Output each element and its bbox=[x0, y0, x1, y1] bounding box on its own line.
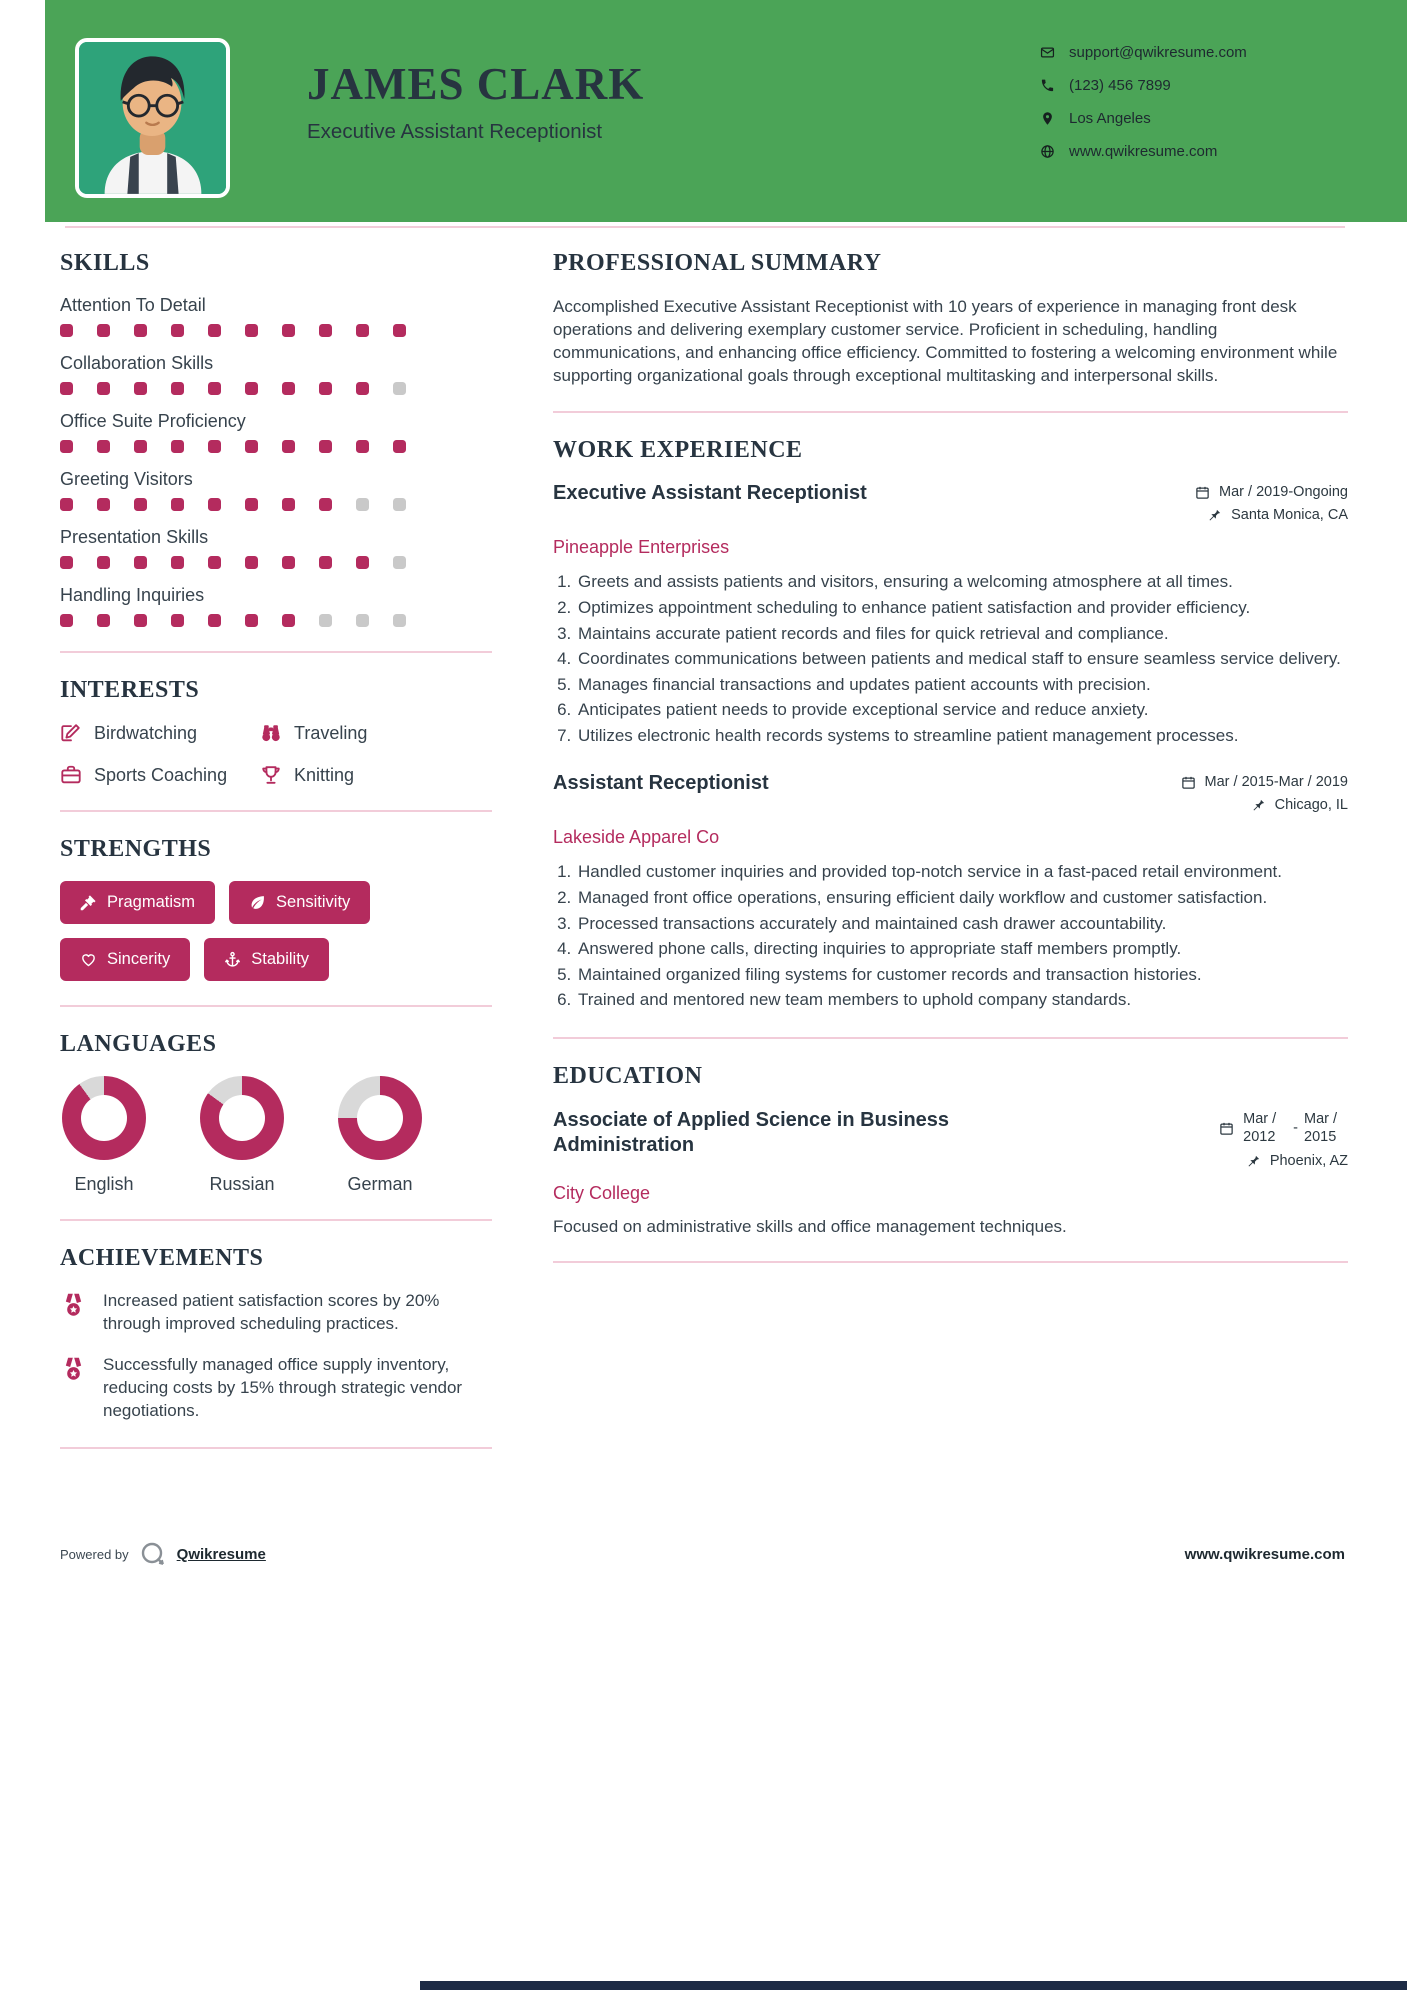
strength-label: Sensitivity bbox=[276, 893, 351, 911]
skills-heading: SKILLS bbox=[60, 250, 150, 276]
pen-icon bbox=[60, 722, 82, 744]
strength-pill bbox=[60, 938, 190, 981]
skill-dot bbox=[356, 498, 369, 511]
achievements-heading: ACHIEVEMENTS bbox=[60, 1245, 264, 1271]
education-location-row bbox=[1219, 1153, 1348, 1169]
skill-dot bbox=[134, 556, 147, 569]
skill-dot bbox=[208, 498, 221, 511]
contact-location bbox=[1040, 110, 1247, 127]
interests-section bbox=[60, 677, 492, 786]
skill-dot bbox=[245, 324, 258, 337]
language-donut-chart bbox=[200, 1076, 284, 1160]
skill-dot bbox=[134, 440, 147, 453]
calendar-icon bbox=[1219, 1121, 1234, 1136]
skill-dot bbox=[171, 498, 184, 511]
binoculars-icon bbox=[260, 722, 282, 744]
languages-list bbox=[60, 1076, 492, 1195]
header-rule bbox=[65, 226, 1345, 228]
contact-website-text: www.qwikresume.com bbox=[1069, 143, 1218, 160]
section-divider bbox=[60, 1447, 492, 1449]
section-divider bbox=[553, 1037, 1348, 1039]
skill-dot bbox=[245, 614, 258, 627]
skill-dots bbox=[60, 324, 492, 337]
heart-icon bbox=[80, 951, 97, 968]
skill-dot bbox=[208, 324, 221, 337]
interests-heading: INTERESTS bbox=[60, 677, 200, 703]
medal-icon bbox=[60, 1292, 87, 1319]
education-location: Phoenix, AZ bbox=[1269, 1153, 1348, 1170]
skill-label: Presentation Skills bbox=[60, 527, 209, 547]
skill-dot bbox=[60, 556, 73, 569]
skill-label: Greeting Visitors bbox=[60, 469, 193, 489]
skill-item bbox=[60, 527, 492, 569]
job-dates-row bbox=[1181, 774, 1348, 790]
leaf-icon bbox=[249, 894, 266, 911]
education-meta bbox=[1219, 1108, 1348, 1176]
powered-by bbox=[60, 1540, 266, 1568]
skill-dot bbox=[60, 324, 73, 337]
skill-item bbox=[60, 295, 492, 337]
language-item bbox=[62, 1076, 146, 1195]
skill-dot bbox=[282, 324, 295, 337]
skill-dot bbox=[319, 440, 332, 453]
job-header bbox=[553, 772, 1348, 820]
skill-label: Office Suite Proficiency bbox=[60, 411, 246, 431]
skill-dot bbox=[208, 382, 221, 395]
strength-pill bbox=[60, 881, 215, 924]
education-degree: Associate of Applied Science in Business Administration bbox=[553, 1108, 950, 1156]
skill-dot bbox=[60, 614, 73, 627]
skill-label: Attention To Detail bbox=[60, 295, 206, 315]
gavel-icon bbox=[80, 894, 97, 911]
person-name: JAMES CLARK bbox=[307, 59, 645, 109]
skill-dot bbox=[208, 556, 221, 569]
achievement-text: Successfully managed office supply inventory, reducing costs by 15% through strategic vendor negotiations. bbox=[103, 1354, 463, 1420]
skill-dot bbox=[356, 382, 369, 395]
left-column bbox=[60, 250, 492, 1473]
job-bullet: 4. Answered phone calls, directing inquiries to appropriate staff members promptly. bbox=[576, 938, 1348, 960]
skill-label: Collaboration Skills bbox=[60, 353, 214, 373]
languages-section bbox=[60, 1031, 492, 1195]
skill-dot bbox=[208, 440, 221, 453]
job-company: Pineapple Enterprises bbox=[553, 537, 730, 558]
skill-dots bbox=[60, 382, 492, 395]
footer-website-link[interactable]: www.qwikresume.com bbox=[1184, 1545, 1345, 1563]
job-bullet: 3. Processed transactions accurately and maintained cash drawer accountability. bbox=[576, 913, 1348, 935]
skill-dot bbox=[171, 382, 184, 395]
skill-dot bbox=[356, 556, 369, 569]
skill-item bbox=[60, 411, 492, 453]
pushpin-icon bbox=[1246, 1154, 1261, 1169]
skill-dot bbox=[97, 440, 110, 453]
strengths-list bbox=[60, 881, 492, 981]
strength-pill bbox=[229, 881, 370, 924]
skill-dot bbox=[97, 324, 110, 337]
skill-dot bbox=[134, 382, 147, 395]
qwikresume-logo-icon bbox=[139, 1540, 167, 1568]
language-donut-chart bbox=[338, 1076, 422, 1160]
contact-location-text: Los Angeles bbox=[1069, 110, 1151, 127]
job-bullet: 1. Handled customer inquiries and provided top-notch service in a fast-paced retail environment. bbox=[576, 861, 1348, 883]
education-date-separator: - bbox=[1293, 1120, 1298, 1137]
experience-section bbox=[553, 437, 1348, 1011]
language-label: English bbox=[74, 1174, 134, 1194]
skill-dot bbox=[319, 498, 332, 511]
skill-dots bbox=[60, 556, 492, 569]
calendar-icon bbox=[1181, 775, 1196, 790]
skill-dot bbox=[393, 614, 406, 627]
skill-dots bbox=[60, 498, 492, 511]
skill-dot bbox=[245, 498, 258, 511]
language-item bbox=[200, 1076, 284, 1195]
education-header bbox=[553, 1108, 1348, 1176]
skill-dot bbox=[134, 498, 147, 511]
interest-label: Knitting bbox=[294, 764, 355, 785]
language-label: German bbox=[347, 1174, 413, 1194]
skill-dot bbox=[171, 440, 184, 453]
contact-phone[interactable] bbox=[1040, 77, 1247, 94]
interest-item bbox=[60, 722, 260, 744]
job-meta bbox=[1195, 482, 1348, 530]
summary-text: Accomplished Executive Assistant Receptionist with 10 years of experience in managing front desk operations and delivering exemplary customer service. Proficient in scheduling, handling communications, and enhancing office efficiency. Committed to fostering a welcoming environment while supporting organizational goals through exceptional multitasking and interpersonal skills. bbox=[553, 297, 1338, 386]
section-divider bbox=[60, 651, 492, 653]
job-dates: Mar / 2019-Ongoing bbox=[1219, 484, 1348, 501]
strengths-heading: STRENGTHS bbox=[60, 836, 212, 862]
skill-dot bbox=[97, 614, 110, 627]
job-bullet: 6. Trained and mentored new team members to uphold company standards. bbox=[576, 989, 1348, 1011]
job-meta bbox=[1181, 772, 1348, 820]
achievements-section bbox=[60, 1245, 492, 1423]
education-section bbox=[553, 1063, 1348, 1237]
strength-label: Pragmatism bbox=[107, 893, 196, 911]
skill-dot bbox=[245, 440, 258, 453]
experience-heading: WORK EXPERIENCE bbox=[553, 437, 803, 464]
skill-label: Handling Inquiries bbox=[60, 585, 205, 605]
language-item bbox=[338, 1076, 422, 1195]
avatar bbox=[79, 42, 226, 194]
skill-dot bbox=[319, 556, 332, 569]
job-location-row bbox=[1195, 507, 1348, 523]
achievement-text: Increased patient satisfaction scores by 20% through improved scheduling practices. bbox=[103, 1291, 440, 1333]
skill-dot bbox=[171, 324, 184, 337]
skill-dots bbox=[60, 614, 492, 627]
right-column bbox=[553, 250, 1348, 1287]
interest-item bbox=[260, 764, 492, 786]
pushpin-icon bbox=[1251, 798, 1266, 813]
skill-dot bbox=[97, 498, 110, 511]
bottom-accent-bar bbox=[420, 1981, 1407, 1990]
job-company: Lakeside Apparel Co bbox=[553, 827, 720, 848]
strength-label: Sincerity bbox=[107, 950, 171, 968]
interest-label: Traveling bbox=[294, 722, 368, 743]
skill-dot bbox=[97, 556, 110, 569]
job-bullet: 4. Coordinates communications between patients and medical staff to ensure seamless service delivery. bbox=[576, 648, 1348, 670]
skill-dot bbox=[356, 440, 369, 453]
skill-dot bbox=[245, 382, 258, 395]
job-bullet: 6. Anticipates patient needs to provide exceptional service and reduce anxiety. bbox=[576, 699, 1348, 721]
job-location: Chicago, IL bbox=[1274, 797, 1348, 814]
skills-section bbox=[60, 250, 492, 627]
interest-item bbox=[60, 764, 260, 786]
interests-grid bbox=[60, 722, 492, 786]
skill-dot bbox=[134, 324, 147, 337]
profile-photo bbox=[75, 38, 230, 198]
education-date-start: Mar / 2012 bbox=[1243, 1110, 1277, 1146]
job-title: Executive Assistant Receptionist bbox=[553, 482, 867, 505]
section-divider bbox=[60, 1005, 492, 1007]
education-school: City College bbox=[553, 1183, 651, 1204]
contact-email-text: support@qwikresume.com bbox=[1069, 44, 1247, 61]
name-block bbox=[307, 58, 644, 144]
skill-dot bbox=[393, 498, 406, 511]
skill-dot bbox=[282, 440, 295, 453]
medal-icon bbox=[60, 1356, 87, 1383]
skill-dot bbox=[60, 498, 73, 511]
education-dates bbox=[1243, 1110, 1348, 1146]
education-dates-row bbox=[1219, 1110, 1348, 1146]
job-bullet: 1. Greets and assists patients and visitors, ensuring a welcoming atmosphere at all times. bbox=[576, 571, 1348, 593]
powered-by-label: Powered by bbox=[60, 1546, 129, 1562]
summary-section bbox=[553, 250, 1348, 387]
interest-label: Sports Coaching bbox=[94, 764, 228, 785]
skill-dot bbox=[171, 556, 184, 569]
skill-dot bbox=[356, 324, 369, 337]
summary-heading: PROFESSIONAL SUMMARY bbox=[553, 250, 882, 276]
job-entry bbox=[553, 482, 1348, 746]
skill-dot bbox=[245, 556, 258, 569]
trophy-icon bbox=[260, 764, 282, 786]
section-divider bbox=[60, 1219, 492, 1221]
interest-label: Birdwatching bbox=[94, 722, 198, 743]
language-donut-chart bbox=[62, 1076, 146, 1160]
education-heading: EDUCATION bbox=[553, 1062, 703, 1089]
footer bbox=[60, 1540, 1345, 1568]
strength-pill bbox=[204, 938, 329, 981]
language-label: Russian bbox=[209, 1174, 275, 1194]
skill-item bbox=[60, 469, 492, 511]
section-divider bbox=[553, 411, 1348, 413]
email-icon bbox=[1040, 45, 1055, 60]
skill-item bbox=[60, 353, 492, 395]
job-bullet: 3. Maintains accurate patient records and files for quick retrieval and compliance. bbox=[576, 623, 1348, 645]
interest-item bbox=[260, 722, 492, 744]
location-icon bbox=[1040, 111, 1055, 126]
skill-dot bbox=[208, 614, 221, 627]
job-bullet: 7. Utilizes electronic health records systems to streamline patient management processes. bbox=[576, 725, 1348, 747]
contact-info bbox=[1040, 44, 1247, 176]
job-bullet: 2. Optimizes appointment scheduling to enhance patient satisfaction and provider efficiency. bbox=[576, 597, 1348, 619]
job-location: Santa Monica, CA bbox=[1231, 507, 1348, 524]
job-bullet: 2. Managed front office operations, ensuring efficient daily workflow and customer satisfaction. bbox=[576, 887, 1348, 909]
job-bullet: 5. Manages financial transactions and updates patient accounts with precision. bbox=[576, 674, 1348, 696]
achievement-item bbox=[60, 1290, 492, 1336]
contact-phone-text: (123) 456 7899 bbox=[1069, 77, 1171, 94]
qwikresume-brand-link[interactable]: Qwikresume bbox=[176, 1545, 266, 1563]
skill-dot bbox=[282, 614, 295, 627]
skill-dot bbox=[319, 614, 332, 627]
skill-dot bbox=[171, 614, 184, 627]
strength-label: Stability bbox=[251, 950, 310, 968]
job-bullet-list bbox=[553, 571, 1348, 746]
skill-dot bbox=[282, 382, 295, 395]
skill-dots bbox=[60, 440, 492, 453]
skill-dot bbox=[319, 382, 332, 395]
skill-dot bbox=[393, 382, 406, 395]
calendar-icon bbox=[1195, 485, 1210, 500]
education-date-end: Mar / 2015 bbox=[1304, 1110, 1338, 1146]
education-description: Focused on administrative skills and office management techniques. bbox=[553, 1217, 1067, 1237]
anchor-icon bbox=[224, 951, 241, 968]
skill-dot bbox=[60, 440, 73, 453]
languages-heading: LANGUAGES bbox=[60, 1031, 217, 1057]
skill-dot bbox=[393, 324, 406, 337]
section-divider bbox=[60, 810, 492, 812]
job-title: Assistant Receptionist bbox=[553, 772, 769, 795]
job-bullet: 5. Maintained organized filing systems for customer records and transaction histories. bbox=[576, 964, 1348, 986]
skill-dot bbox=[134, 614, 147, 627]
skill-dot bbox=[60, 382, 73, 395]
skill-dot bbox=[282, 498, 295, 511]
skill-dot bbox=[319, 324, 332, 337]
phone-icon bbox=[1040, 78, 1055, 93]
skill-item bbox=[60, 585, 492, 627]
job-header bbox=[553, 482, 1348, 530]
pushpin-icon bbox=[1207, 508, 1222, 523]
skill-dot bbox=[282, 556, 295, 569]
job-dates-row bbox=[1195, 484, 1348, 500]
skill-dot bbox=[97, 382, 110, 395]
briefcase-icon bbox=[60, 764, 82, 786]
job-bullet-list bbox=[553, 861, 1348, 1010]
contact-website[interactable] bbox=[1040, 143, 1247, 160]
achievement-item bbox=[60, 1354, 492, 1423]
contact-email[interactable] bbox=[1040, 44, 1247, 61]
person-job-title: Executive Assistant Receptionist bbox=[307, 120, 603, 143]
skill-dot bbox=[393, 556, 406, 569]
job-dates: Mar / 2015-Mar / 2019 bbox=[1204, 774, 1348, 791]
header bbox=[45, 0, 1407, 222]
skill-dot bbox=[356, 614, 369, 627]
job-entry bbox=[553, 772, 1348, 1010]
skill-dot bbox=[393, 440, 406, 453]
strengths-section bbox=[60, 836, 492, 981]
job-location-row bbox=[1181, 797, 1348, 813]
globe-icon bbox=[1040, 144, 1055, 159]
section-divider bbox=[553, 1261, 1348, 1263]
